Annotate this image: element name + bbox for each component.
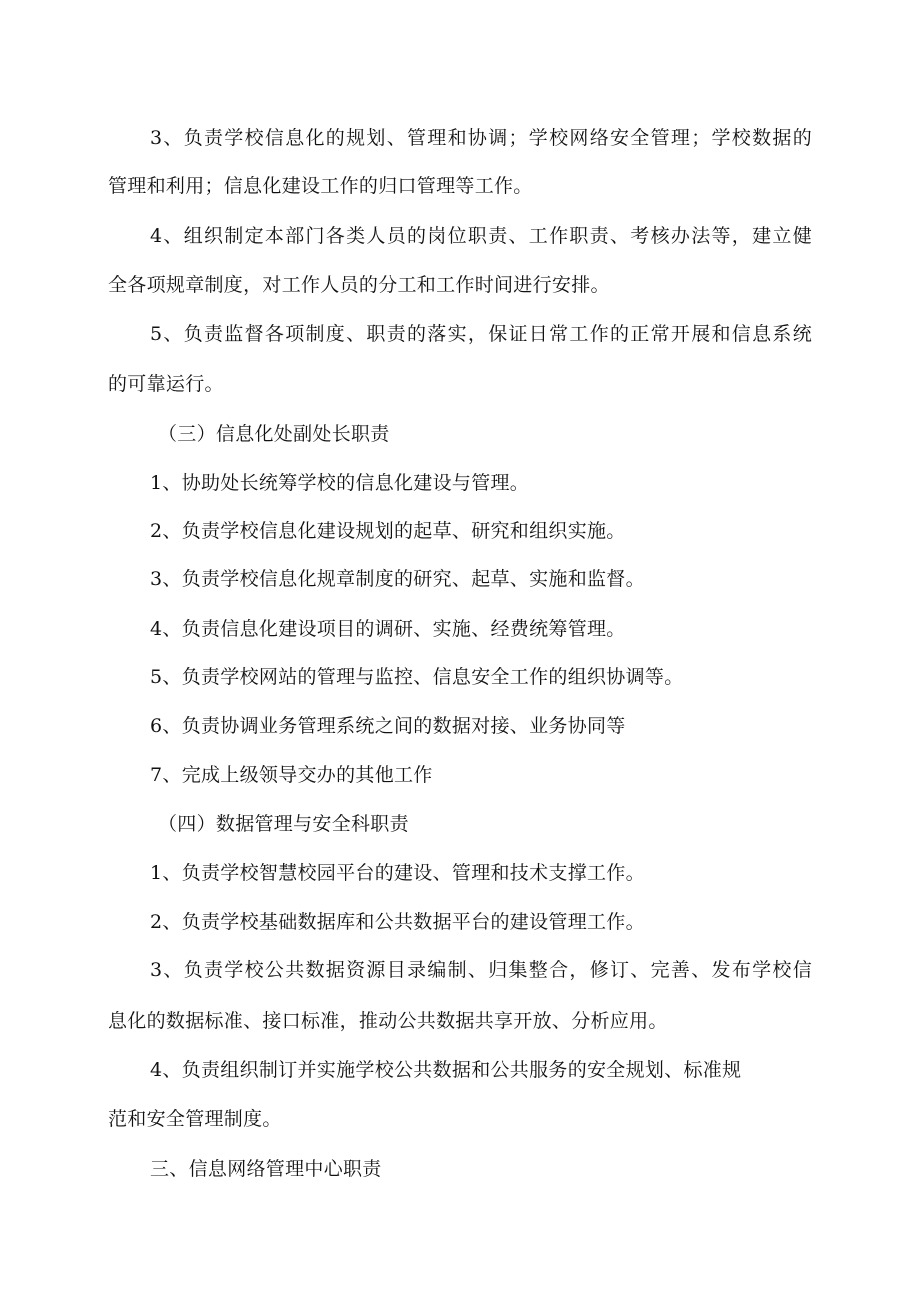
paragraph-line-20: 范和安全管理制度。 [108, 1108, 282, 1130]
paragraph-line-17: 3、负责学校公共数据资源目录编制、归集整合，修订、完善、发布学校信 [150, 959, 812, 981]
paragraph-line-5: 5、负责监督各项制度、职责的落实，保证日常工作的正常开展和信息系统 [150, 323, 812, 345]
list-item: 1、负责学校智慧校园平台的建设、管理和技术支撑工作。 [150, 862, 645, 884]
section-heading-4: （四）数据管理与安全科职责 [158, 813, 409, 835]
paragraph-line-6: 的可靠运行。 [108, 373, 224, 395]
list-item: 7、完成上级领导交办的其他工作 [150, 764, 433, 786]
list-item: 3、负责学校信息化规章制度的研究、起草、实施和监督。 [150, 568, 645, 590]
list-item: 2、负责学校基础数据库和公共数据平台的建设管理工作。 [150, 911, 645, 933]
list-item: 4、负责信息化建设项目的调研、实施、经费统筹管理。 [150, 618, 626, 640]
paragraph-line-18: 息化的数据标准、接口标准，推动公共数据共享开放、分析应用。 [108, 1010, 668, 1032]
paragraph-line-2: 管理和利用；信息化建设工作的归口管理等工作。 [108, 175, 533, 197]
paragraph-line-19: 4、负责组织制订并实施学校公共数据和公共服务的安全规划、标准规 [150, 1059, 742, 1081]
paragraph-line-4: 全各项规章制度，对工作人员的分工和工作时间进行安排。 [108, 274, 610, 296]
paragraph-line-1: 3、负责学校信息化的规划、管理和协调；学校网络安全管理；学校数据的 [150, 127, 812, 149]
list-item: 5、负责学校网站的管理与监控、信息安全工作的组织协调等。 [150, 666, 684, 688]
list-item: 2、负责学校信息化建设规划的起草、研究和组织实施。 [150, 520, 626, 542]
section-heading-center: 三、信息网络管理中心职责 [150, 1158, 382, 1180]
paragraph-line-3: 4、组织制定本部门各类人员的岗位职责、工作职责、考核办法等，建立健 [150, 225, 812, 247]
list-item: 6、负责协调业务管理系统之间的数据对接、业务协同等 [150, 715, 626, 737]
section-heading-3: （三）信息化处副处长职责 [158, 423, 390, 445]
list-item: 1、协助处长统筹学校的信息化建设与管理。 [150, 472, 530, 494]
